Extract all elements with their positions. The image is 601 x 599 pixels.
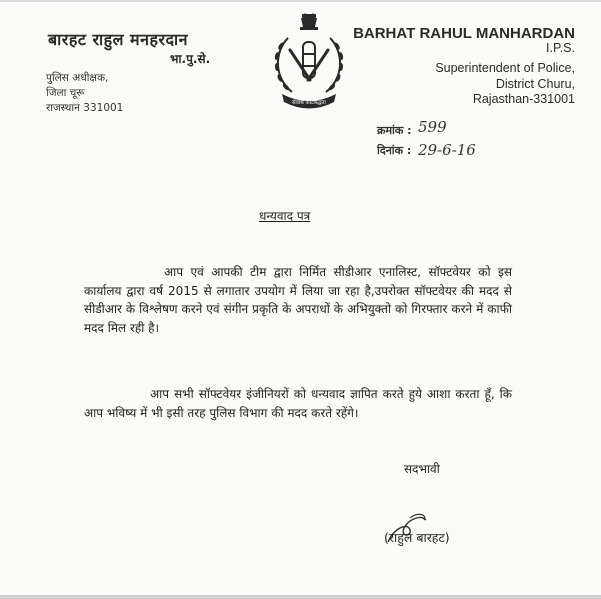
office-line-hindi: पुलिस अधीक्षक, bbox=[46, 72, 109, 84]
office-address-hindi bbox=[46, 71, 123, 116]
office-line-hindi: जिला चूरू bbox=[46, 87, 85, 99]
letter-paragraph-2 bbox=[84, 385, 512, 422]
date-label: दिनांक : bbox=[377, 144, 412, 157]
page-edge-top bbox=[0, 0, 601, 2]
office-line-english: Superintendent of Police, bbox=[435, 61, 575, 75]
office-line-english: Rajasthan-331001 bbox=[472, 92, 575, 106]
officer-rank-hindi: भा.पु.से. bbox=[170, 52, 211, 66]
date-value: 29-6-16 bbox=[418, 141, 476, 159]
letter-title: धन्यवाद पत्र bbox=[259, 209, 311, 223]
office-line-english: District Churu, bbox=[495, 76, 575, 91]
paragraph-text: आप एवं आपकी टीम द्वारा निर्मित सीडीआर एनालिस्ट, सॉफ्टवेयर को इस कार्यालय द्वारा वर्ष 2015 से लगातार उपयोग में लिया जा रहा है,उपरोक्त सॉफ्टवेयर की मदद से सीडीआर के विश्लेषण करने एवं संगीन प्रकृति के अपराधों के अभियुक्तो को गिरफ्तार करने में काफी मदद मिल रही है। bbox=[84, 265, 512, 335]
closing-salutation: सदभावी bbox=[404, 462, 440, 476]
officer-name-english: BARHAT RAHUL MANHARDAN bbox=[353, 25, 575, 42]
page-edge-bottom bbox=[0, 595, 601, 599]
emblem-motto: सेवार्थ कटिबद्धता bbox=[292, 100, 326, 106]
officer-rank-english: I.P.S. bbox=[546, 41, 575, 55]
reference-number-value: 599 bbox=[418, 118, 447, 136]
officer-name-hindi: बारहट राहुल मनहरदान bbox=[48, 30, 189, 49]
rajasthan-police-emblem-icon bbox=[266, 12, 352, 110]
paragraph-text: आप सभी सॉफ्टवेयर इंजीनियरों को धन्यवाद ज्ञापित करते हुये आशा करता हूँ, कि आप भविष्य में भी इसी तरह पुलिस विभाग की मदद करते रहेंगे। bbox=[84, 387, 512, 420]
reference-number-label: क्रमांक : bbox=[377, 124, 412, 137]
signature-name: (राहुल बारहट) bbox=[384, 530, 450, 545]
letter-paragraph-1 bbox=[84, 263, 512, 337]
office-line-hindi: राजस्थान 331001 bbox=[46, 102, 124, 114]
office-address-english bbox=[435, 61, 575, 108]
